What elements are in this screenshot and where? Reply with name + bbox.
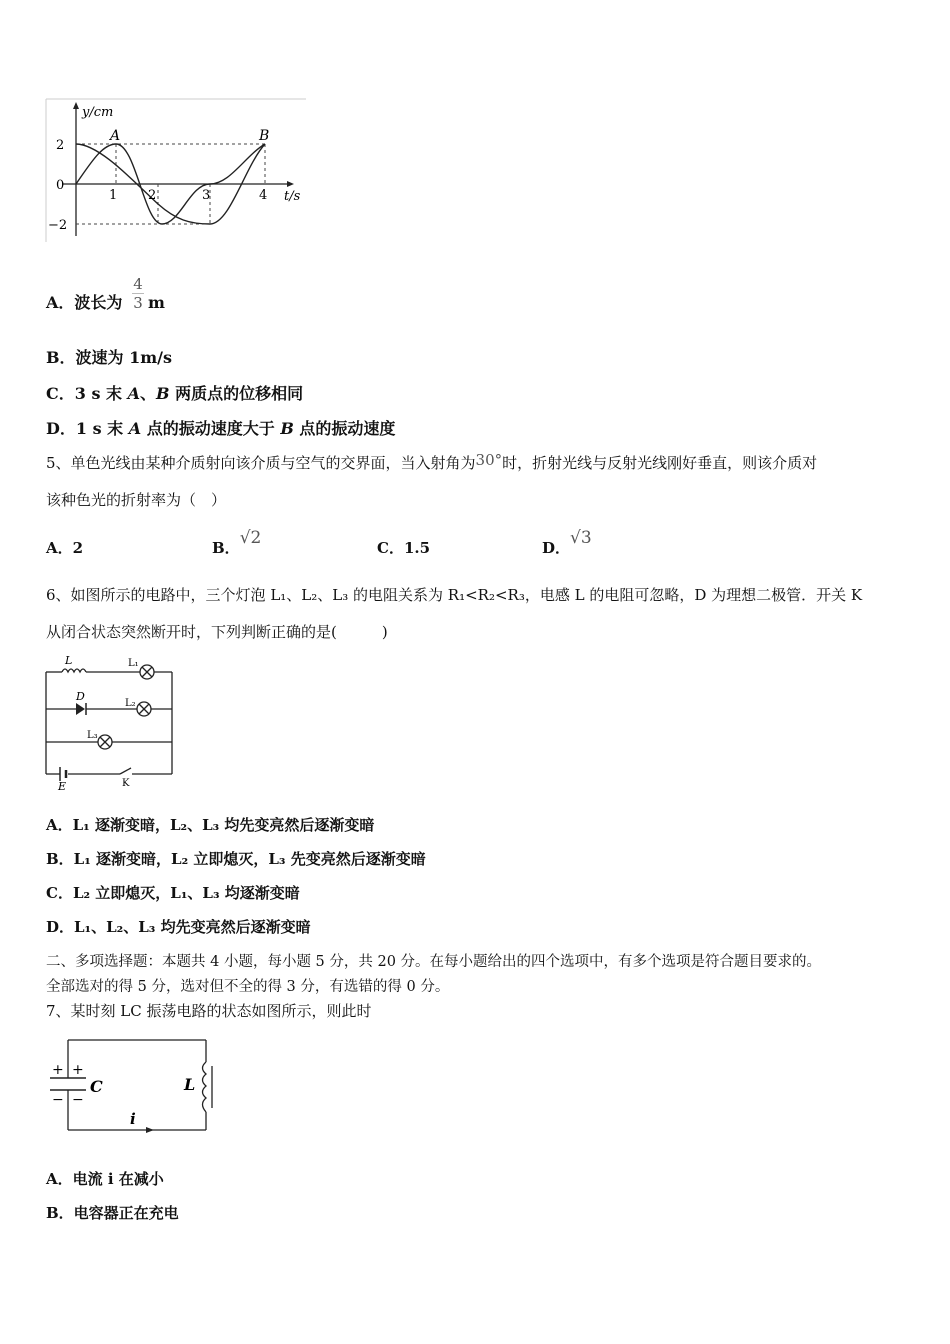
label-c: C xyxy=(90,1077,103,1096)
label-e: E xyxy=(58,780,67,793)
q6-option-c: C．L₂ 立即熄灭，L₁、L₃ 均逐渐变暗 xyxy=(46,884,300,902)
t-tick-1: 1 xyxy=(109,188,118,203)
q6-circuit xyxy=(40,652,180,794)
q6-option-a: A．L₁ 逐渐变暗，L₂、L₃ 均先变亮然后逐渐变暗 xyxy=(46,816,375,834)
point-a-label: A xyxy=(110,128,121,144)
q7-lc-circuit xyxy=(44,1034,224,1138)
q7-option-a: A．电流 i 在减小 xyxy=(46,1170,164,1188)
diode-icon xyxy=(76,703,85,715)
q7-option-b: B．电容器正在充电 xyxy=(46,1204,179,1222)
label-l3: L₃ xyxy=(87,730,98,741)
q5-option-c: C．1.5 xyxy=(377,539,431,557)
q6-stem-line2: 从闭合状态突然断开时，下列判断正确的是( ) xyxy=(46,623,388,641)
q7-stem: 7、某时刻 LC 振荡电路的状态如图所示，则此时 xyxy=(46,1002,372,1020)
label-l: L xyxy=(65,654,73,667)
label-l2: L₂ xyxy=(125,698,136,709)
label-l: L xyxy=(184,1075,196,1094)
t-axis-arrow xyxy=(287,181,294,187)
t-axis-label: t/s xyxy=(284,189,301,204)
q5-option-d: D．√3 xyxy=(542,528,592,557)
fraction: $\frac{4}{3}$ xyxy=(133,275,143,312)
q4-option-b: B．波速为 1m/s xyxy=(46,348,173,367)
label-k: K xyxy=(122,778,130,789)
y-tick-2: 2 xyxy=(56,138,65,153)
minus-right: − xyxy=(72,1092,84,1108)
plus-left: + xyxy=(52,1062,64,1078)
q5-option-b: B．√2 xyxy=(212,528,262,557)
section2-heading-line2: 全部选对的得 5 分，选对但不全的得 3 分，有选错的得 0 分。 xyxy=(46,979,450,995)
q6-stem-line1: 6、如图所示的电路中，三个灯泡 L₁、L₂、L₃ 的电阻关系为 R₁<R₂<R₃，电感 L 的电阻可忽略，D 为理想二极管．开关 K xyxy=(46,586,863,604)
q5-option-a: A．2 xyxy=(46,539,84,557)
wave-graph xyxy=(40,96,310,246)
q5-stem-line1: 5、单色光线由某种介质射向该介质与空气的交界面，当入射角为30°时，折射光线与反射光线刚好垂直，则该介质对 xyxy=(46,451,818,472)
q6-option-b: B．L₁ 逐渐变暗，L₂ 立即熄灭，L₃ 先变亮然后逐渐变暗 xyxy=(46,850,426,868)
minus-left: − xyxy=(52,1092,64,1108)
switch-lever xyxy=(120,768,131,774)
q4-option-a: A．波长为 $\frac{4}{3}$ m xyxy=(46,275,165,312)
label-l1: L₁ xyxy=(128,658,139,669)
plus-right: + xyxy=(72,1062,84,1078)
point-b-label: B xyxy=(259,128,270,144)
y-axis-label: y/cm xyxy=(82,105,114,120)
inductor-coil-icon xyxy=(203,1062,207,1112)
t-tick-4: 4 xyxy=(259,188,268,203)
q4-option-c: C．3 s 末 A、B 两质点的位移相同 xyxy=(46,384,304,403)
inductor-symbol xyxy=(62,669,86,672)
current-arrow-icon xyxy=(146,1127,154,1133)
t-tick-3: 3 xyxy=(202,188,211,203)
q4-option-d: D．1 s 末 A 点的振动速度大于 B 点的振动速度 xyxy=(46,419,396,438)
y-tick-0: 0 xyxy=(56,178,65,193)
t-tick-2: 2 xyxy=(148,188,157,203)
y-axis-arrow xyxy=(73,102,79,109)
label-d: D xyxy=(76,690,85,703)
q6-option-d: D．L₁、L₂、L₃ 均先变亮然后逐渐变暗 xyxy=(46,918,311,936)
y-tick-neg2: −2 xyxy=(48,218,68,233)
q5-stem-line2: 该种色光的折射率为（ ） xyxy=(46,491,227,509)
section2-heading-line1: 二、多项选择题：本题共 4 小题，每小题 5 分，共 20 分。在每小题给出的四个选项中，有多个选项是符合题目要求的。 xyxy=(46,954,822,970)
label-i: i xyxy=(130,1110,136,1128)
